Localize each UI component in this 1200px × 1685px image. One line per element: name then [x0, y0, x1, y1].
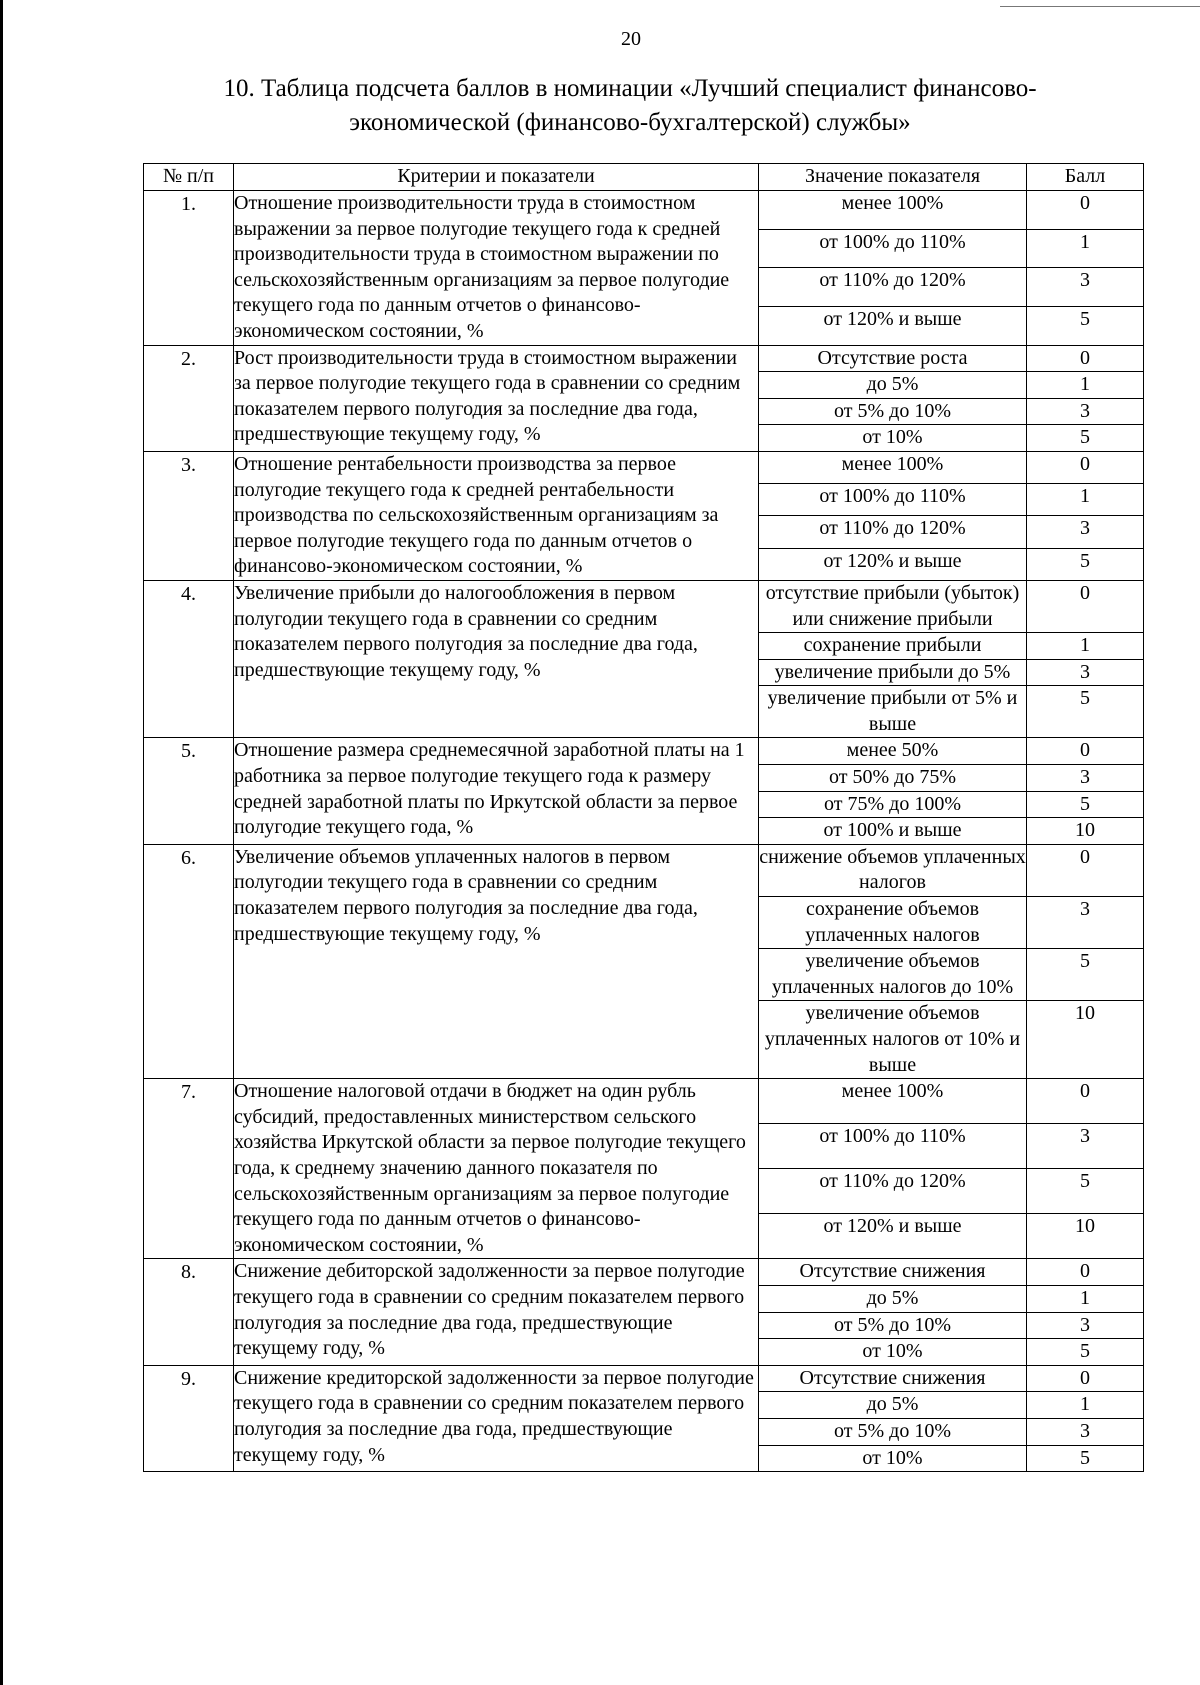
- ball-cell: 0: [1027, 738, 1144, 765]
- criteria-cell: Отношение производительности труда в стоимостном выражении за первое полугодие текущего года к средней производительности труда в стоимостном выражении по сельскохозяйственным организациям за первое полугодие текущего года по данным отчетов о финансово-экономическом состоянии, %: [234, 191, 759, 346]
- header-criteria: Критерии и показатели: [234, 164, 759, 191]
- value-cell: сохранение прибыли: [759, 633, 1027, 660]
- row-number: 6.: [144, 844, 234, 1078]
- ball-cell: 0: [1027, 1259, 1144, 1286]
- value-cell: от 100% до 110%: [759, 484, 1027, 516]
- ball-cell: 0: [1027, 844, 1144, 896]
- criteria-cell: Отношение размера среднемесячной заработной платы на 1 работника за первое полугодие текущего года к размеру средней заработной платы по Иркутской области за первое полугодие текущего года, %: [234, 738, 759, 844]
- page-left-border: [0, 0, 3, 1685]
- ball-cell: 5: [1027, 1445, 1144, 1472]
- value-cell: от 120% и выше: [759, 306, 1027, 345]
- value-cell: от 50% до 75%: [759, 765, 1027, 792]
- row-number: 3.: [144, 451, 234, 580]
- table-row: [144, 1259, 1144, 1286]
- ball-cell: 5: [1027, 306, 1144, 345]
- value-cell: до 5%: [759, 1285, 1027, 1312]
- criteria-cell: Увеличение прибыли до налогообложения в первом полугодии текущего года в сравнении со средним показателем первого полугодия за последние два года, предшествующие текущему году, %: [234, 580, 759, 738]
- value-cell: от 100% до 110%: [759, 1124, 1027, 1169]
- value-cell: снижение объемов уплаченных налогов: [759, 844, 1027, 896]
- row-number: 5.: [144, 738, 234, 844]
- ball-cell: 1: [1027, 372, 1144, 399]
- criteria-cell: Снижение дебиторской задолженности за первое полугодие текущего года в сравнении со средним показателем первого полугодия за последние два года, предшествующие текущему году, %: [234, 1259, 759, 1365]
- value-cell: до 5%: [759, 372, 1027, 399]
- table-row: [144, 1365, 1144, 1392]
- value-cell: увеличение объемов уплаченных налогов от 10% и выше: [759, 1001, 1027, 1079]
- ball-cell: 0: [1027, 191, 1144, 230]
- document-title-line-1: 10. Таблица подсчета баллов в номинации «Лучший специалист финансово-: [223, 75, 1037, 102]
- ball-cell: 0: [1027, 580, 1144, 632]
- top-rule: [1000, 6, 1200, 7]
- page-number: 20: [621, 28, 641, 50]
- criteria-cell: Отношение налоговой отдачи в бюджет на один рубль субсидий, предоставленных министерством сельского хозяйства Иркутской области за первое полугодие текущего года, к среднему значению данного показателя по сельскохозяйственным организациям за первое полугодие текущего года по данным отчетов о финансово-экономическом состоянии, %: [234, 1079, 759, 1259]
- ball-cell: 5: [1027, 1169, 1144, 1214]
- row-number: 7.: [144, 1079, 234, 1259]
- header-num: № п/п: [144, 164, 234, 191]
- table-header-row: [144, 164, 1144, 191]
- table-row: [144, 451, 1144, 483]
- ball-cell: 10: [1027, 1214, 1144, 1259]
- header-ball: Балл: [1027, 164, 1144, 191]
- ball-cell: 5: [1027, 686, 1144, 738]
- table-row: [144, 844, 1144, 896]
- document-title: [150, 72, 1110, 140]
- value-cell: увеличение прибыли до 5%: [759, 659, 1027, 686]
- score-table: [143, 163, 1144, 1472]
- value-cell: от 120% и выше: [759, 548, 1027, 580]
- row-number: 4.: [144, 580, 234, 738]
- ball-cell: 3: [1027, 398, 1144, 425]
- value-cell: от 110% до 120%: [759, 516, 1027, 548]
- table-row: [144, 191, 1144, 230]
- value-cell: от 110% до 120%: [759, 1169, 1027, 1214]
- ball-cell: 5: [1027, 949, 1144, 1001]
- ball-cell: 1: [1027, 229, 1144, 268]
- row-number: 8.: [144, 1259, 234, 1365]
- ball-cell: 3: [1027, 765, 1144, 792]
- ball-cell: 5: [1027, 791, 1144, 818]
- ball-cell: 3: [1027, 516, 1144, 548]
- value-cell: от 110% до 120%: [759, 268, 1027, 307]
- criteria-cell: Снижение кредиторской задолженности за первое полугодие текущего года в сравнении со средним показателем первого полугодия за последние два года, предшествующие текущему году, %: [234, 1365, 759, 1471]
- ball-cell: 0: [1027, 1365, 1144, 1392]
- ball-cell: 3: [1027, 659, 1144, 686]
- value-cell: до 5%: [759, 1392, 1027, 1419]
- value-cell: Отсутствие снижения: [759, 1259, 1027, 1286]
- ball-cell: 5: [1027, 1339, 1144, 1366]
- value-cell: от 10%: [759, 1445, 1027, 1472]
- value-cell: Отсутствие снижения: [759, 1365, 1027, 1392]
- value-cell: от 75% до 100%: [759, 791, 1027, 818]
- value-cell: менее 100%: [759, 1079, 1027, 1124]
- value-cell: от 5% до 10%: [759, 1312, 1027, 1339]
- criteria-cell: Рост производительности труда в стоимостном выражении за первое полугодие текущего года в сравнении со средним показателем первого полугодия за последние два года, предшествующие текущему году, %: [234, 345, 759, 451]
- value-cell: от 10%: [759, 425, 1027, 452]
- ball-cell: 3: [1027, 1124, 1144, 1169]
- ball-cell: 10: [1027, 818, 1144, 845]
- table-row: [144, 345, 1144, 372]
- ball-cell: 1: [1027, 1285, 1144, 1312]
- ball-cell: 0: [1027, 1079, 1144, 1124]
- table-row: [144, 1079, 1144, 1124]
- ball-cell: 10: [1027, 1001, 1144, 1079]
- value-cell: от 120% и выше: [759, 1214, 1027, 1259]
- value-cell: от 100% до 110%: [759, 229, 1027, 268]
- value-cell: Отсутствие роста: [759, 345, 1027, 372]
- value-cell: от 5% до 10%: [759, 398, 1027, 425]
- row-number: 1.: [144, 191, 234, 346]
- ball-cell: 3: [1027, 897, 1144, 949]
- ball-cell: 0: [1027, 345, 1144, 372]
- ball-cell: 3: [1027, 1312, 1144, 1339]
- document-title-line-2: экономической (финансово-бухгалтерской) службы»: [349, 109, 911, 136]
- value-cell: от 5% до 10%: [759, 1418, 1027, 1445]
- ball-cell: 5: [1027, 548, 1144, 580]
- value-cell: увеличение прибыли от 5% и выше: [759, 686, 1027, 738]
- value-cell: отсутствие прибыли (убыток) или снижение прибыли: [759, 580, 1027, 632]
- header-value: Значение показателя: [759, 164, 1027, 191]
- ball-cell: 1: [1027, 1392, 1144, 1419]
- ball-cell: 0: [1027, 451, 1144, 483]
- value-cell: менее 100%: [759, 191, 1027, 230]
- table-row: [144, 738, 1144, 765]
- ball-cell: 5: [1027, 425, 1144, 452]
- criteria-cell: Отношение рентабельности производства за первое полугодие текущего года к средней рентабельности производства по сельскохозяйственным организациям за первое полугодие текущего года по данным отчетов о финансово-экономическом состоянии, %: [234, 451, 759, 580]
- ball-cell: 3: [1027, 268, 1144, 307]
- value-cell: сохранение объемов уплаченных налогов: [759, 897, 1027, 949]
- value-cell: увеличение объемов уплаченных налогов до 10%: [759, 949, 1027, 1001]
- value-cell: от 100% и выше: [759, 818, 1027, 845]
- value-cell: менее 50%: [759, 738, 1027, 765]
- ball-cell: 3: [1027, 1418, 1144, 1445]
- row-number: 9.: [144, 1365, 234, 1471]
- value-cell: от 10%: [759, 1339, 1027, 1366]
- row-number: 2.: [144, 345, 234, 451]
- table-row: [144, 580, 1144, 632]
- value-cell: менее 100%: [759, 451, 1027, 483]
- ball-cell: 1: [1027, 484, 1144, 516]
- criteria-cell: Увеличение объемов уплаченных налогов в первом полугодии текущего года в сравнении со средним показателем первого полугодия за последние два года, предшествующие текущему году, %: [234, 844, 759, 1078]
- table-body: [144, 191, 1144, 1472]
- ball-cell: 1: [1027, 633, 1144, 660]
